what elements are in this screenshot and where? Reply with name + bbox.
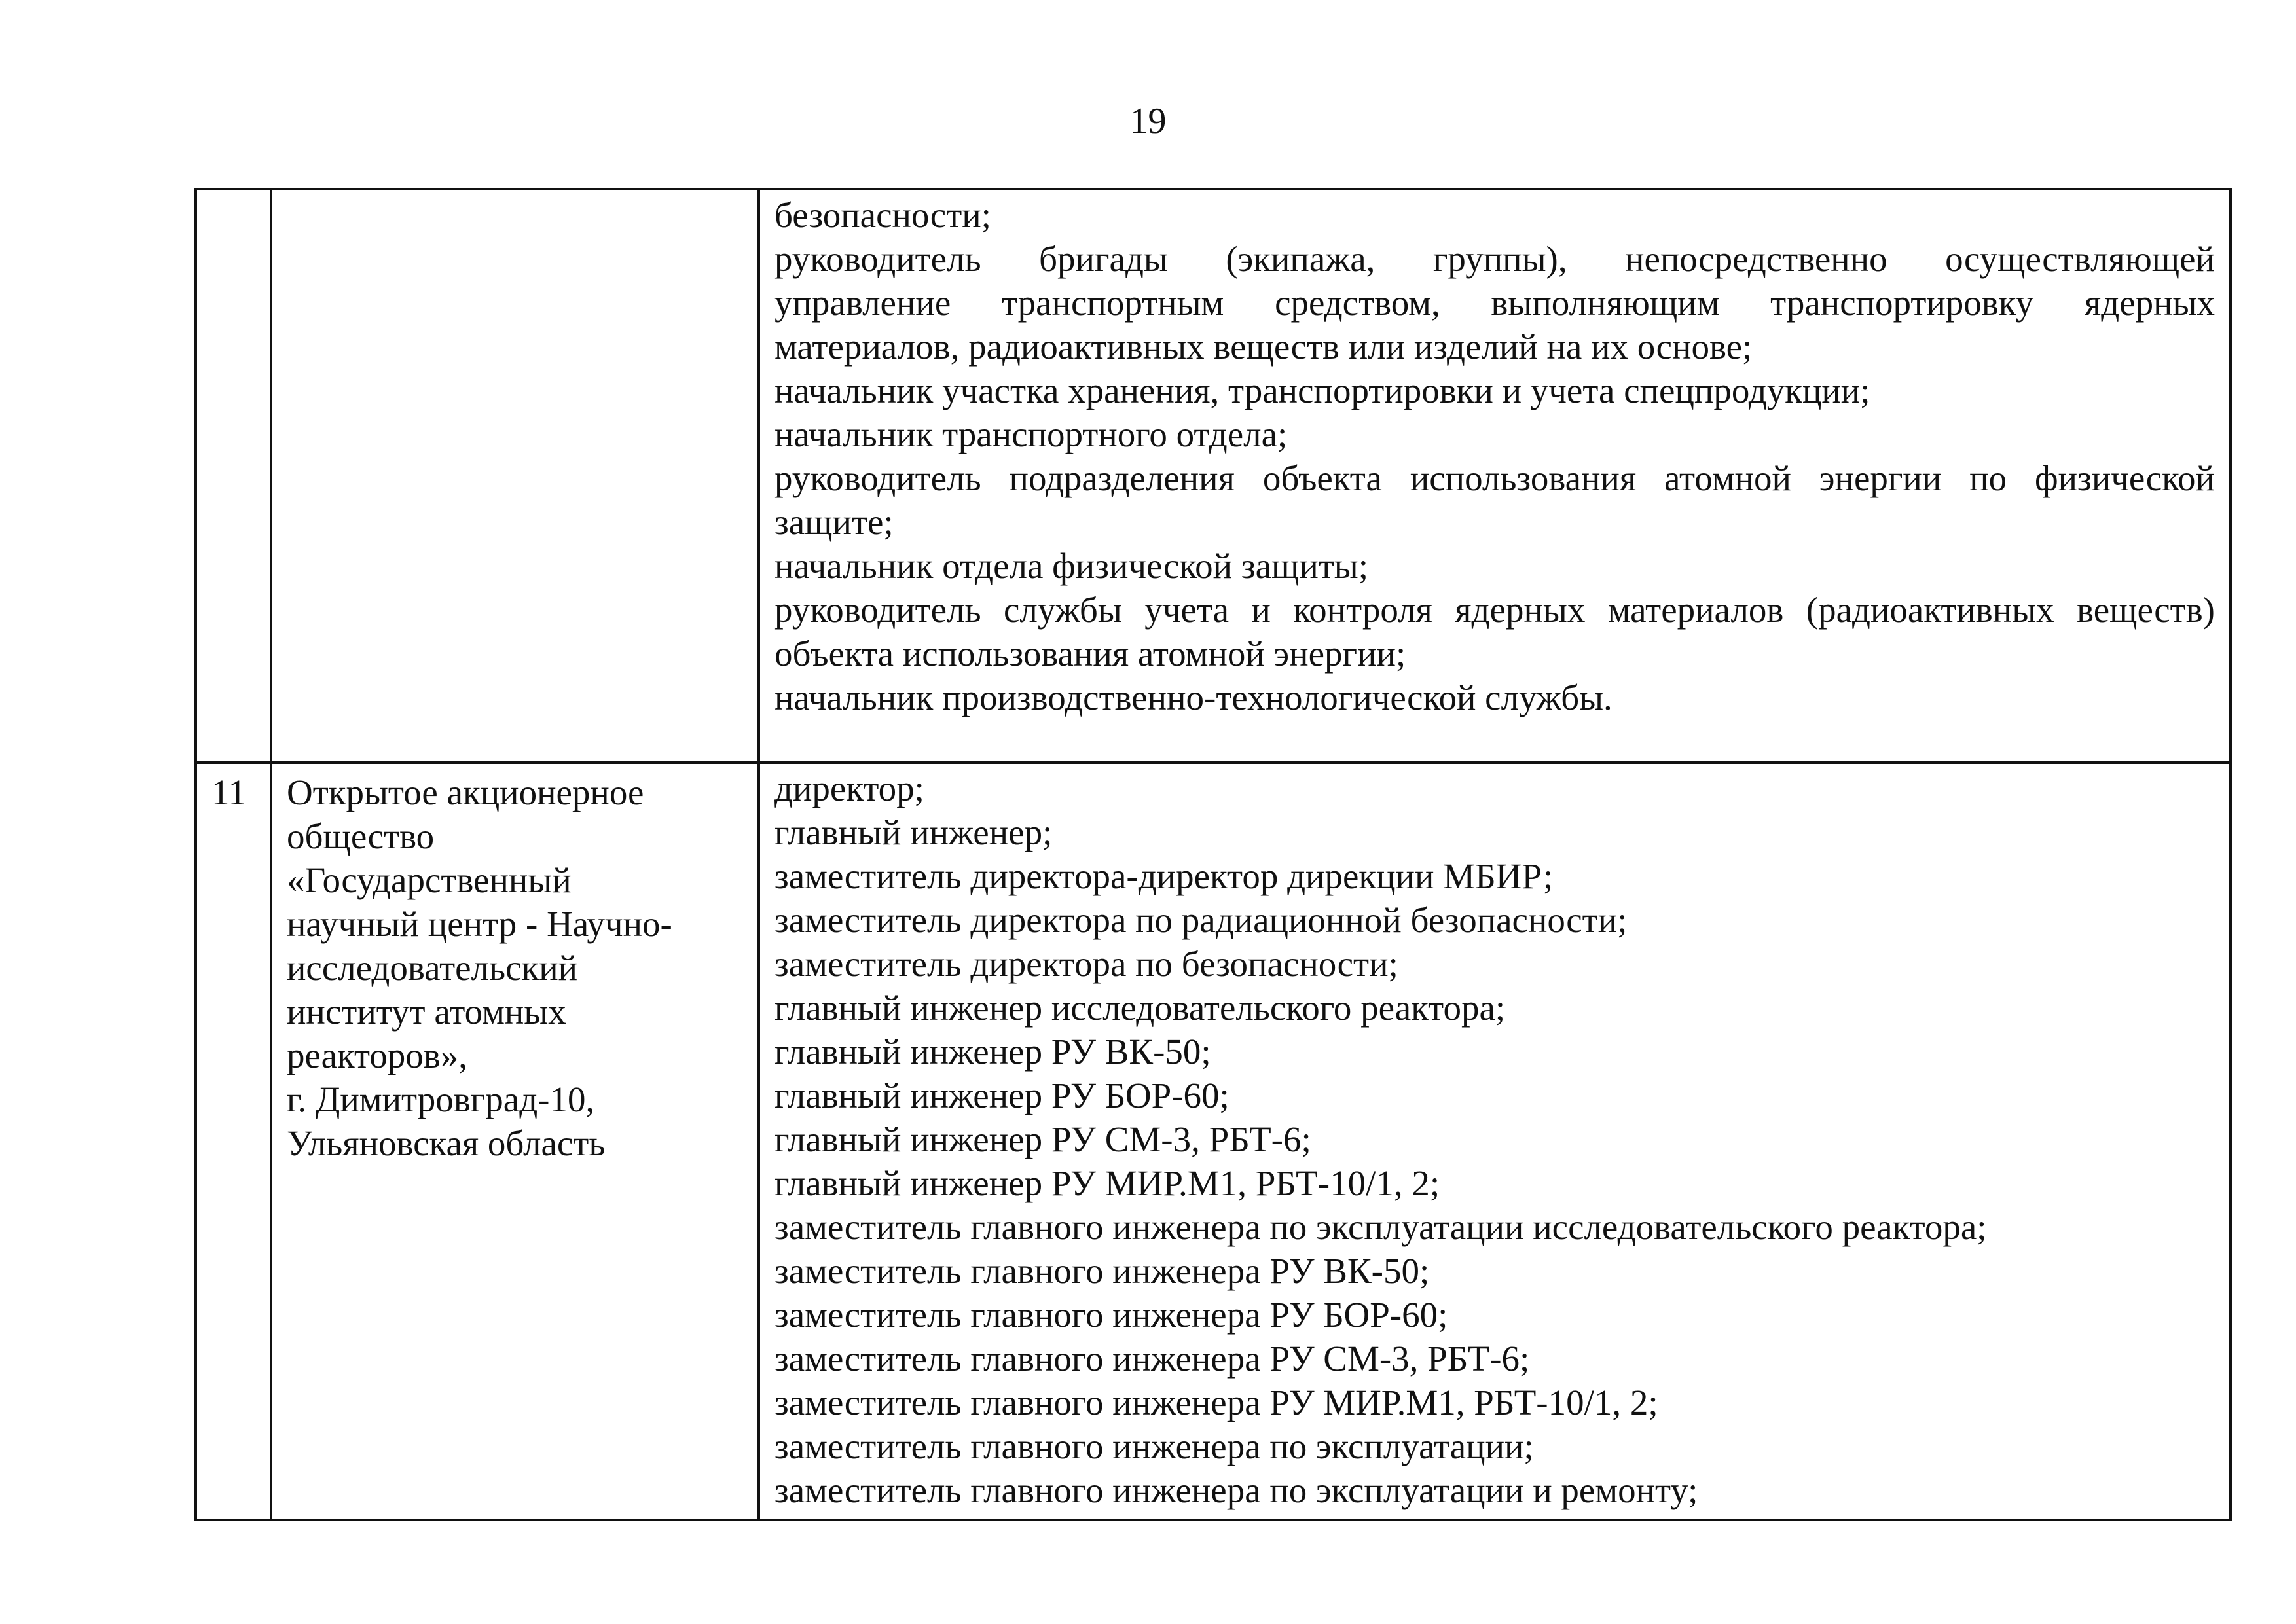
organization-name	[272, 764, 757, 1165]
position-line: безопасности;	[774, 195, 991, 235]
organization-line: Ульяновская область	[287, 1123, 606, 1163]
position-line: руководитель бригады (экипажа, группы), непосредственно осуществляющей	[774, 239, 2215, 279]
position-line: заместитель директора по безопасности;	[774, 944, 1398, 984]
position-line: начальник транспортного отдела;	[774, 414, 1288, 454]
position-line: заместитель главного инженера по эксплуатации и ремонту;	[774, 1470, 1698, 1510]
position-line: директор;	[774, 768, 924, 808]
position-line: главный инженер;	[774, 812, 1053, 852]
position-line: главный инженер РУ МИР.М1, РБТ-10/1, 2;	[774, 1163, 1440, 1203]
organization-name	[272, 190, 757, 197]
organization-cell	[271, 763, 759, 1520]
organization-cell	[271, 189, 759, 763]
position-line: заместитель главного инженера РУ МИР.М1, РБТ-10/1, 2;	[774, 1382, 1658, 1422]
organization-line: институт атомных	[287, 992, 566, 1032]
position-line: объекта использования атомной энергии;	[774, 634, 1406, 674]
positions-table	[194, 188, 2232, 1521]
position-line: руководитель службы учета и контроля ядерных материалов (радиоактивных веществ)	[774, 590, 2215, 630]
organization-line: научный центр - Научно-	[287, 904, 672, 944]
table-row-continuation	[196, 189, 2231, 763]
position-line: заместитель главного инженера по эксплуатации;	[774, 1426, 1534, 1466]
organization-line: реакторов»,	[287, 1036, 468, 1075]
table-row-11	[196, 763, 2231, 1520]
position-line: главный инженер исследовательского реактора;	[774, 988, 1506, 1028]
position-line: главный инженер РУ СМ-3, РБТ-6;	[774, 1119, 1311, 1159]
organization-line: «Государственный	[287, 860, 572, 900]
position-line: главный инженер РУ БОР-60;	[774, 1075, 1230, 1115]
organization-line: общество	[287, 816, 435, 856]
positions-cell	[759, 189, 2231, 763]
position-line: главный инженер РУ ВК-50;	[774, 1032, 1211, 1072]
position-line: заместитель главного инженера РУ БОР-60;	[774, 1295, 1448, 1335]
positions-list	[760, 190, 2229, 719]
organization-line: г. Димитровград-10,	[287, 1079, 595, 1119]
position-line: руководитель подразделения объекта использования атомной энергии по физической	[774, 458, 2215, 498]
position-line: начальник производственно-технологической службы.	[774, 677, 1613, 717]
organization-line: Открытое акционерное	[287, 772, 644, 812]
organization-line: исследовательский	[287, 948, 578, 988]
positions-list	[760, 764, 2229, 1512]
position-line: заместитель главного инженера РУ СМ-3, РБТ-6;	[774, 1339, 1530, 1379]
position-line: заместитель директора-директор дирекции МБИР;	[774, 856, 1554, 896]
position-line: начальник отдела физической защиты;	[774, 546, 1369, 586]
page-number: 19	[1129, 101, 1167, 141]
position-line: заместитель директора по радиационной безопасности;	[774, 900, 1628, 940]
position-line: начальник участка хранения, транспортировки и учета спецпродукции;	[774, 370, 1870, 410]
row-number-cell	[196, 189, 271, 763]
position-line: заместитель главного инженера по эксплуатации исследовательского реактора;	[774, 1207, 1987, 1247]
row-number	[197, 190, 270, 197]
row-number: 11	[211, 772, 246, 812]
position-line: материалов, радиоактивных веществ или изделий на их основе;	[774, 327, 1753, 367]
positions-cell	[759, 763, 2231, 1520]
position-line: управление транспортным средством, выполняющим транспортировку ядерных	[774, 283, 2215, 323]
position-line: защите;	[774, 502, 894, 542]
row-number-cell	[196, 763, 271, 1520]
position-line: заместитель главного инженера РУ ВК-50;	[774, 1251, 1430, 1291]
